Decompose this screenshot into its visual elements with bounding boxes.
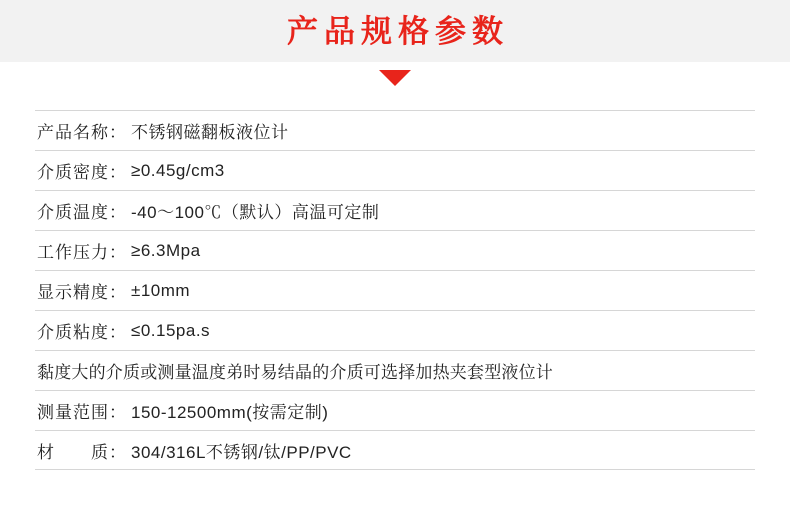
spec-value: -40～100℃（默认）高温可定制 — [131, 203, 380, 222]
page-title: 产品规格参数 — [287, 13, 509, 49]
spec-label: 介质温度： — [37, 203, 127, 222]
table-row — [35, 430, 755, 470]
spec-table — [35, 110, 755, 470]
spec-label: 介质密度： — [37, 163, 127, 182]
spec-value: ≥6.3Mpa — [131, 240, 201, 260]
table-row — [35, 110, 755, 150]
spec-value: ≥0.45g/cm3 — [131, 160, 225, 180]
spec-label: 显示精度： — [37, 283, 127, 302]
table-row — [35, 310, 755, 350]
table-row — [35, 270, 755, 310]
triangle-down-icon — [379, 70, 411, 86]
spec-value: ±10mm — [131, 280, 191, 300]
spec-value: 150-12500mm(按需定制) — [131, 403, 329, 422]
spec-label: 介质粘度： — [37, 323, 127, 342]
table-row — [35, 150, 755, 190]
spec-label: 测量范围： — [37, 403, 127, 422]
spec-label: 材 质： — [37, 442, 127, 462]
table-row-note — [35, 350, 755, 390]
table-row — [35, 190, 755, 230]
title-band — [0, 0, 790, 62]
spec-note: 黏度大的介质或测量温度弟时易结晶的介质可选择加热夹套型液位计 — [37, 363, 553, 382]
spec-label: 产品名称： — [37, 123, 127, 142]
table-row — [35, 230, 755, 270]
spec-value: 304/316L不锈钢/钛/PP/PVC — [131, 442, 352, 462]
spec-label: 工作压力： — [37, 243, 127, 262]
spec-value: ≤0.15pa.s — [131, 320, 211, 340]
spec-value: 不锈钢磁翻板液位计 — [131, 123, 289, 142]
arrow-divider — [0, 62, 790, 102]
table-row — [35, 390, 755, 430]
